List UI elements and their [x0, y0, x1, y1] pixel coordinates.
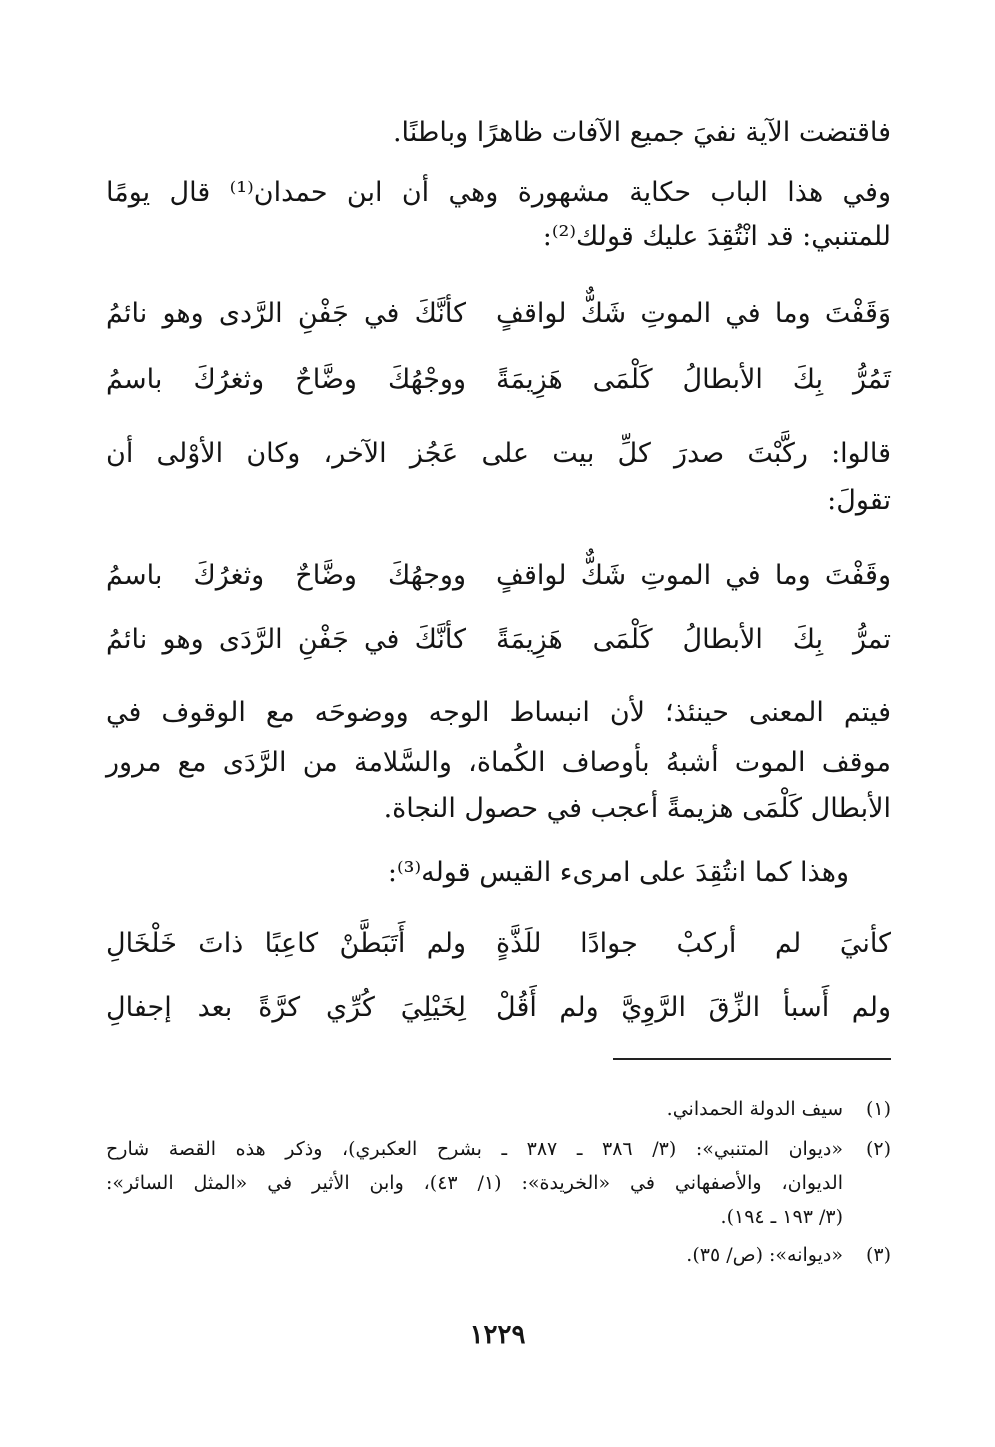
footnote-text: «ديوانه»: (ص/ ٣٥).: [686, 1244, 843, 1266]
paragraph-line: موقف الموت أشبهُ بأوصاف الكُماة، والسَّلامة من الرَّدَى مع مرور: [106, 747, 891, 778]
verse-first-hemistich: تَمُرُّ بِكَ الأبطالُ كَلْمَى هَزِيمَةً: [496, 364, 891, 395]
verse-line: [106, 988, 891, 1028]
verse-first-hemistich: تمرُّ بِكَ الأبطالُ كَلْمَى هَزِيمَةً: [496, 624, 891, 655]
paragraph-line: تقولَ:: [827, 485, 891, 516]
verse-first-hemistich: ولم أَسبأ الزِّقَ الرَّوِيَّ ولم أَقُلْ: [496, 992, 891, 1023]
footnote-text: «ديوان المتنبي»: (٣/ ٣٨٦ ـ ٣٨٧ ـ بشرح العكبري)، وذكر هذه القصة شارح: [106, 1138, 843, 1160]
footnote-divider: [613, 1058, 891, 1060]
verse-line: [106, 360, 891, 400]
verse-first-hemistich: وقَفْتَ وما في الموتِ شَكٌّ لواقفٍ: [496, 560, 891, 591]
footnote-number: (٣): [865, 1244, 891, 1266]
verse-first-hemistich: كأنيَ لم أركبْ جوادًا للَذَّةٍ: [496, 928, 891, 959]
verse-line: [106, 294, 891, 334]
verse-second-hemistich: لِخَيْلِيَ كُرِّي كرَّةً بعد إجفالِ: [106, 992, 466, 1023]
paragraph-line: فاقتضت الآية نفيَ جميع الآفات ظاهرًا وباطنًا.: [392, 117, 891, 148]
verse-line: [106, 556, 891, 596]
footnote-text: (٣/ ١٩٣ ـ ١٩٤).: [720, 1206, 843, 1228]
verse-line: [106, 924, 891, 964]
verse-second-hemistich: كأنَّكَ في جَفْنِ الرَّدى وهو نائمُ: [106, 298, 466, 329]
paragraph-line: قالوا: ركَّبْتَ صدرَ كلِّ بيت على عَجُز الآخر، وكان الأوْلى أن: [106, 438, 891, 469]
footnote-number: (١): [865, 1098, 891, 1120]
paragraph-line: وفي هذا الباب حكاية مشهورة وهي أن ابن حمدان⁽¹⁾ قال يومًا: [106, 177, 891, 208]
footnote-text: سيف الدولة الحمداني.: [666, 1098, 843, 1120]
page-number: ١٢٢٩: [469, 1320, 526, 1350]
verse-line: [106, 620, 891, 660]
verse-second-hemistich: ووجهُكَ وضَّاحٌ وثغرُكَ باسمُ: [106, 560, 466, 591]
verse-first-hemistich: وَقَفْتَ وما في الموتِ شَكٌّ لواقفٍ: [496, 298, 891, 329]
verse-second-hemistich: كأنَّكَ في جَفْنِ الرَّدَى وهو نائمُ: [106, 624, 466, 655]
footnote-number: (٢): [865, 1138, 891, 1160]
paragraph-line: للمتنبي: قد انْتُقِدَ عليك قولك⁽²⁾:: [542, 221, 891, 252]
paragraph-line: فيتم المعنى حينئذ؛ لأن انبساط الوجه ووضوحَه مع الوقوف في: [106, 697, 891, 728]
footnote-text: الديوان، والأصفهاني في «الخريدة»: (١/ ٤٣)، وابن الأثير في «المثل السائر»:: [106, 1172, 843, 1194]
paragraph-line: الأبطال كَلْمَى هزيمةً أعجب في حصول النجاة.: [383, 793, 891, 824]
verse-second-hemistich: ووجْهُكَ وضَّاحٌ وثغرُكَ باسمُ: [106, 364, 466, 395]
paragraph-line: وهذا كما انتُقِدَ على امرىء القيس قوله⁽³⁾:: [387, 857, 849, 888]
verse-second-hemistich: ولم أَتَبَطَّنْ كاعِبًا ذاتَ خَلْخَالِ: [106, 928, 466, 959]
